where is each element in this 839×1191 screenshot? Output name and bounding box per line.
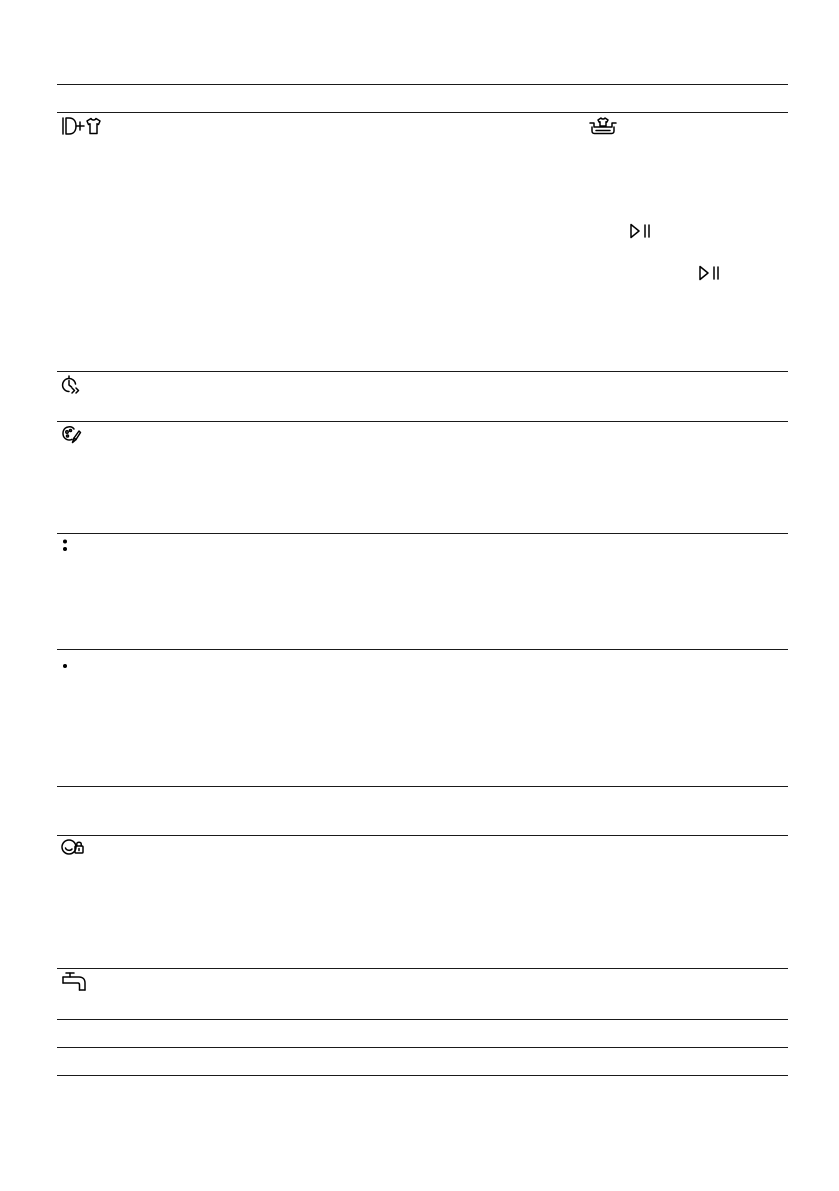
row-divider: [57, 421, 788, 422]
row-divider: [57, 786, 788, 787]
one-dot-icon: [62, 663, 68, 669]
row-divider: [57, 1047, 788, 1048]
water-tap-icon: [62, 971, 88, 993]
row-divider: [57, 371, 788, 372]
two-dot-icon: [62, 538, 68, 554]
row-divider: [57, 835, 788, 836]
table-bottom-rule: [57, 1075, 788, 1076]
table-top-rule: [57, 84, 788, 85]
row-divider: [57, 1019, 788, 1020]
door-plus-shirt-icon: [62, 117, 104, 135]
drum-lock-icon: [61, 838, 85, 856]
basin-shirt-icon: [589, 115, 617, 135]
start-pause-icon: [698, 265, 722, 281]
stain-brush-icon: [61, 425, 83, 445]
row-divider: [57, 533, 788, 534]
start-pause-icon: [629, 223, 653, 239]
row-divider: [57, 649, 788, 650]
row-divider: [57, 968, 788, 969]
timer-forward-icon: [61, 375, 83, 395]
table-header-rule: [57, 112, 788, 113]
